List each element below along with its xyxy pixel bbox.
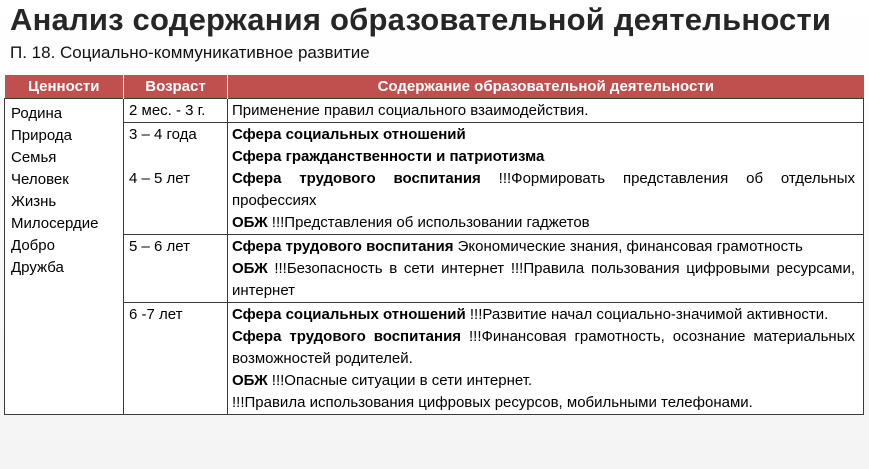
content-text: Экономические знания, финансовая грамотность [453, 238, 803, 255]
table-header-row [5, 75, 864, 99]
content-text: !!!Представления об использовании гаджетов [267, 214, 590, 231]
table-row [5, 99, 864, 123]
value-item: Милосердие [11, 215, 99, 232]
page-title: Анализ содержания образовательной деятельности [10, 2, 832, 37]
age-cell [124, 123, 228, 235]
content-heading: ОБЖ [232, 260, 268, 277]
age-cell: 2 мес. - 3 г. [124, 99, 228, 123]
content-text: !!!Развитие начал социально-значимой активности. [465, 306, 829, 323]
content-heading: ОБЖ [232, 372, 268, 389]
age-cell: 6 -7 лет [124, 303, 228, 415]
content-cell [228, 99, 864, 123]
content-text: !!!Финансовая грамотность, осознание материальных возможностей родителей. [232, 328, 855, 367]
table-row [5, 303, 864, 415]
content-text: !!!Правила использования цифровых ресурсов, мобильными телефонами. [232, 394, 753, 411]
value-item: Семья [11, 149, 57, 166]
content-heading: Сфера гражданственности и патриотизма [232, 148, 545, 165]
content-cell [228, 235, 864, 303]
content-heading: ОБЖ [232, 214, 268, 231]
content-cell [228, 303, 864, 415]
content-table [4, 75, 864, 415]
header-content: Содержание образовательной деятельности [228, 75, 864, 99]
value-item: Родина [11, 105, 63, 122]
page-subtitle: П. 18. Социально-коммуникативное развитие [10, 43, 370, 62]
value-item: Человек [11, 171, 69, 188]
header-values: Ценности [5, 75, 124, 99]
values-cell [5, 99, 124, 415]
table-row [5, 235, 864, 303]
age-label: 4 – 5 лет [129, 170, 190, 187]
content-cell [228, 123, 864, 235]
age-cell: 5 – 6 лет [124, 235, 228, 303]
value-item: Дружба [11, 259, 64, 276]
content-text: !!!Формировать представления об отдельных профессиях [232, 170, 855, 209]
value-item: Природа [11, 127, 72, 144]
age-label: 3 – 4 года [129, 126, 197, 143]
table-row [5, 123, 864, 235]
content-heading: Сфера социальных отношений [232, 306, 466, 323]
header-age: Возраст [124, 75, 228, 99]
content-text: !!!Опасные ситуации в сети интернет. [267, 372, 533, 389]
content-heading: Сфера трудового воспитания [232, 238, 454, 255]
content-heading: Сфера трудового воспитания [232, 170, 481, 187]
value-item: Добро [11, 237, 55, 254]
content-text: !!!Безопасность в сети интернет !!!Правила пользования цифровыми ресурсами, интернет [232, 260, 855, 299]
content-text: Применение правил социального взаимодействия. [232, 102, 589, 119]
value-item: Жизнь [11, 193, 57, 210]
content-heading: Сфера трудового воспитания [232, 328, 462, 345]
content-heading: Сфера социальных отношений [232, 126, 466, 143]
